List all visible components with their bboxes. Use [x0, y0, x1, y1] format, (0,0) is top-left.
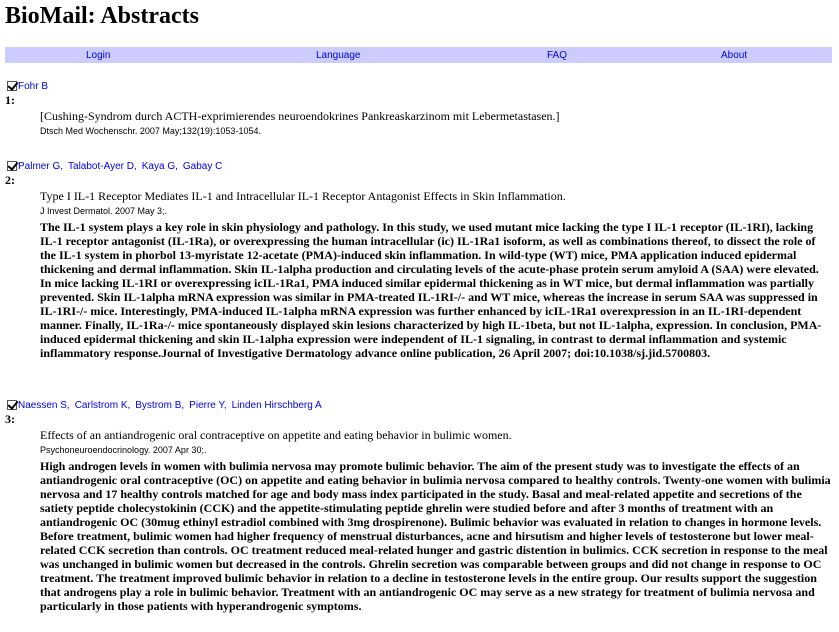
journal-citation: Psychoneuroendocrinology. 2007 Apr 30;.	[40, 445, 207, 455]
author-link[interactable]: Carlstrom K,	[74, 399, 131, 411]
journal-citation: Dtsch Med Wochenschr. 2007 May;132(19):1053-1054.	[40, 126, 261, 136]
entry-index: 3:	[5, 412, 15, 426]
author-link[interactable]: Kaya G,	[141, 160, 178, 172]
select-checkbox[interactable]	[7, 81, 17, 91]
nav-language-link[interactable]: Language	[316, 50, 361, 61]
nav-faq-link[interactable]: FAQ	[547, 50, 568, 61]
author-list	[5, 80, 832, 92]
author-link[interactable]: Naessen S,	[18, 399, 70, 411]
abstract-text: The IL-1 system plays a key role in skin physiology and pathology. In this study, we used mutant mice lacking the type I IL-1 receptor (IL-1RI), lacking IL-1 receptor antagonist (IL-1Ra), or overexpressing the human intracellular (ic) IL-1Ra1 isoform, as well as combinations thereof, to dissect the role of the IL-1 system in phorbol 13-myristate 12-acetate (PMA)-induced skin inflammation. In wild-type (WT) mice, PMA application induced epidermal thickening and dermal inflammation. Skin IL-1alpha production and circulating levels of the acute-phase protein serum amyloid A (SAA) were elevated. In mice lacking IL-1RI or overexpressing icIL-1Ra1, PMA induced similar epidermal thickening as in WT mice, but dermal inflammation was partially prevented. Skin IL-1alpha mRNA expression was similar in PMA-treated IL-1RI-/- and WT mice, whereas the increase in serum SAA was suppressed in IL-1RI-/- mice. Interestingly, PMA-induced IL-1alpha mRNA expression was further enhanced by icIL-1Ra1 overexpression in an IL-1RI-dependent manner. Finally, IL-1Ra-/- mice spontaneously displayed skin lesions characterized by high IL-1beta, but not IL-1alpha, expression. In conclusion, PMA-induced epidermal thickening and skin IL-1alpha expression were independent of IL-1 signaling, in contrast to dermal inflammation and systemic inflammatory response.Journal of Investigative Dermatology advance online publication, 26 April 2007; doi:10.1038/sj.jid.5700803.	[40, 220, 822, 360]
article-title: Effects of an antiandrogenic oral contraceptive on appetite and eating behavior in bulimic women.	[40, 428, 512, 442]
author-link[interactable]: Linden Hirschberg A	[231, 399, 322, 411]
author-list	[5, 399, 832, 411]
author-link[interactable]: Pierre Y,	[189, 399, 227, 411]
author-link[interactable]: Fohr B	[18, 80, 49, 92]
entry-index: 2:	[5, 173, 15, 187]
page-title: BioMail: Abstracts	[5, 3, 199, 29]
entry-index: 1:	[5, 93, 15, 107]
abstract-text: High androgen levels in women with bulimia nervosa may promote bulimic behavior. The aim of the present study was to investigate the effects of an antiandrogenic oral contraceptive (OC) on appetite and eating behavior in bulimia nervosa compared to healthy controls. Twenty-one women with bulimia nervosa and 17 healthy controls matched for age and body mass index participated in the study. Basal and meal-related appetite and secretions of the satiety peptide cholecystokinin (CCK) and the appetite-stimulating peptide ghrelin were studied before and after 3 months of treatment with an antiandrogenic OC (30mug ethinyl estradiol combined with 3mg drospirenone). Bulimic behavior was evaluated in relation to changes in hormone levels. Before treatment, bulimic women had higher frequency of menstrual disturbances, acne and hirsutism and higher levels of testosterone but lower meal-related CCK secretion than controls. OC treatment reduced meal-related hunger and gastric distention in bulimics. CCK secretion in response to the meal was unchanged in bulimic women but decreased in the controls. Ghrelin secretion was comparable between groups and did not change in response to OC treatment. The treatment improved bulimic behavior in relation to a decline in testosterone levels in the entire group. Our results support the suggestion that androgens play a role in bulimic behavior. Treatment with an antiandrogenic OC may serve as a new strategy for treatment of bulimia nervosa and particularly in those patients with hyperandrogenic symptoms.	[40, 459, 831, 613]
author-link[interactable]: Palmer G,	[18, 160, 64, 172]
article-title: [Cushing-Syndrom durch ACTH-exprimierendes neuroendokrines Pankreaskarzinom mit Lebermetastasen.]	[40, 109, 560, 123]
article-title: Type I IL-1 Receptor Mediates IL-1 and Intracellular IL-1 Receptor Antagonist Effects in Skin Inflammation.	[40, 189, 566, 203]
abstract-entry	[5, 399, 832, 613]
author-list	[5, 160, 832, 172]
author-link[interactable]: Talabot-Ayer D,	[68, 160, 137, 172]
author-link[interactable]: Bystrom B,	[135, 399, 185, 411]
abstract-entry	[5, 160, 832, 360]
nav-login-link[interactable]: Login	[86, 50, 111, 61]
nav-about-link[interactable]: About	[721, 50, 748, 61]
journal-citation: J Invest Dermatol. 2007 May 3;.	[40, 206, 168, 216]
select-checkbox[interactable]	[7, 161, 17, 171]
nav-bar	[5, 47, 832, 63]
author-link[interactable]: Gabay C	[182, 160, 223, 172]
select-checkbox[interactable]	[7, 400, 17, 410]
abstract-entry	[5, 80, 832, 138]
